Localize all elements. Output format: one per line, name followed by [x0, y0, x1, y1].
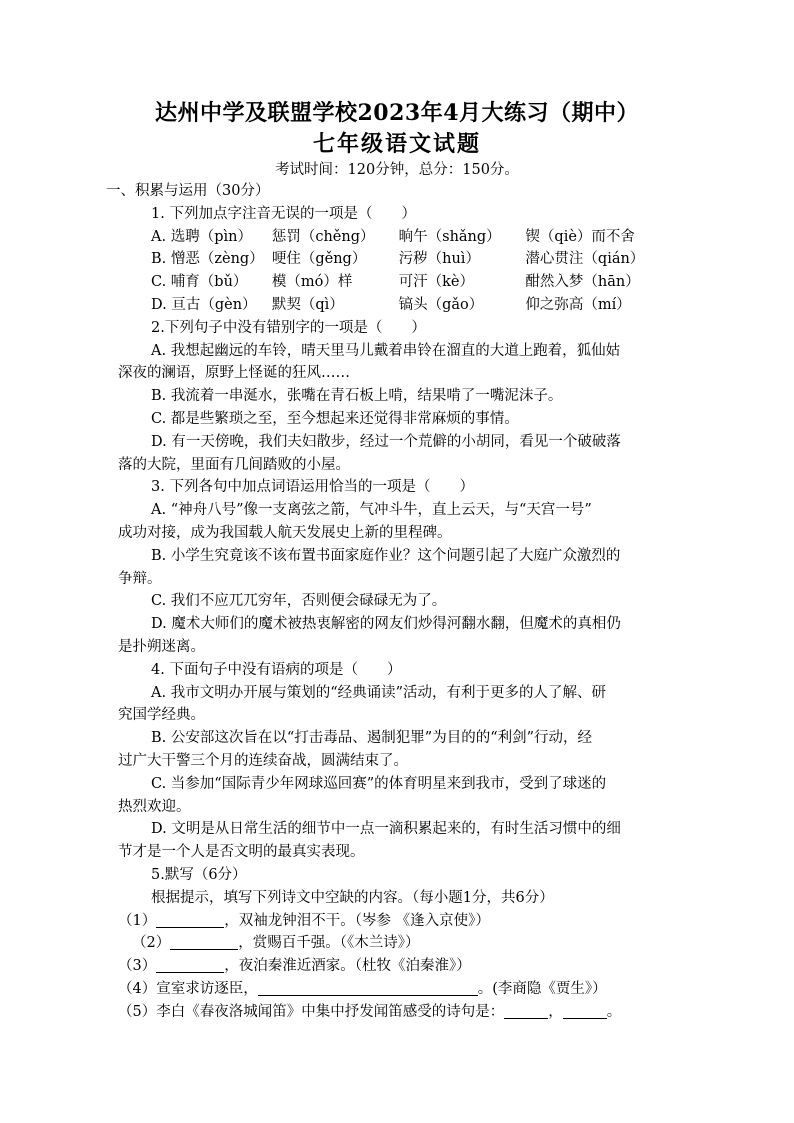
question-1-row-d	[118, 294, 674, 317]
question-2-option-c: C. 都是些繁琐之至，至今想起来还觉得非常麻烦的事情。	[151, 410, 519, 427]
option-cell: 哽住（gěng）	[271, 251, 367, 268]
fill-item-number: （2）	[132, 935, 171, 952]
question-1-row-b	[118, 248, 674, 271]
option-cell: 酣然入梦（hān）	[525, 274, 640, 291]
option-cell: A. 选聘（pìn）	[151, 228, 252, 245]
fill-item-3	[118, 955, 674, 978]
question-4-stem: 4. 下面句子中没有语病的项是（ ）	[151, 661, 402, 678]
question-3-option-c: C. 我们不应兀兀穷年，否则便会碌碌无为了。	[151, 593, 447, 610]
fill-item-text: 。(李商隐《贾生》）	[477, 980, 607, 997]
fill-item-number: （1）	[118, 912, 157, 929]
question-4-option-c-cont: 热烈欢迎。	[118, 798, 191, 815]
question-3-option-d: D. 魔术大师们的魔术被热衷解密的网友们炒得河翻水翻，但魔术的真相仍	[151, 616, 621, 633]
question-2-stem: 2.下列句子中没有错别字的一项是（ ）	[151, 319, 426, 336]
option-cell: 潜心贯注（qián）	[525, 251, 645, 268]
answer-blank[interactable]	[504, 1002, 548, 1019]
option-cell: D. 亘古（gèn）	[151, 296, 257, 313]
option-cell: 污秽（huì）	[398, 251, 480, 268]
option-cell: 锲（qiè）而不舍	[525, 228, 635, 245]
option-cell: B. 憎恶（zèng）	[151, 251, 264, 268]
fill-item-number: （4）	[118, 980, 157, 997]
option-cell: 可汗（kè）	[398, 274, 474, 291]
fill-item-prefix: 宣室求访逐臣，	[156, 980, 258, 997]
option-cell: 镐头（gǎo）	[398, 296, 484, 313]
fill-item-end: 。	[606, 1003, 622, 1020]
exam-info: 考试时间：120分钟，总分：150分。	[275, 162, 519, 178]
fill-item-prefix: 李白《春夜洛城闻笛》中集中抒发闻笛感受的诗句是：	[156, 1003, 505, 1020]
question-3-stem: 3. 下列各句中加点词语运用恰当的一项是（ ）	[151, 479, 474, 496]
fill-item-text: ，赏赐百千强。（《木兰诗》）	[238, 935, 420, 952]
question-4-option-a: A. 我市文明办开展与策划的“经典诵读”活动，有利于更多的人了解、研	[151, 684, 607, 701]
question-2-option-a: A. 我想起幽远的车铃，晴天里马儿戴着串铃在溜直的大道上跑着，狐仙姑	[151, 342, 621, 359]
question-5-stem: 5.默写（6分）	[151, 866, 247, 883]
question-2-option-d-cont: 落的大院，里面有几间踏败的小屋。	[118, 456, 350, 473]
question-4-option-b-cont: 过广大干警三个月的连续奋战，圆满结束了。	[118, 752, 408, 769]
option-cell: C. 哺育（bǔ）	[151, 274, 248, 291]
question-3-option-b: B. 小学生究竟该不该布置书面家庭作业？这个问题引起了大庭广众激烈的	[151, 547, 621, 564]
question-3-option-b-cont: 争辩。	[118, 570, 162, 587]
answer-blank[interactable]	[563, 1002, 607, 1019]
question-2-option-d: D. 有一天傍晚，我们夫妇散步，经过一个荒僻的小胡同，看见一个破破落	[151, 433, 621, 450]
fill-item-5	[118, 1001, 674, 1024]
exam-subtitle: 七年级语文试题	[312, 131, 481, 157]
answer-blank[interactable]	[156, 911, 224, 928]
question-2-option-b: B. 我流着一串涎水，张嘴在青石板上啃，结果啃了一嘴泥沫子。	[151, 388, 563, 405]
exam-body	[106, 180, 674, 1023]
fill-item-1	[118, 910, 674, 933]
question-3-option-a-cont: 成功对接，成为我国载人航天发展史上新的里程碑。	[118, 524, 452, 541]
question-2-option-a-cont: 深夜的澜语，原野上怪诞的狂风……	[118, 365, 350, 382]
option-cell: 仰之弥高（mí）	[525, 296, 631, 313]
option-cell: 惩罚（chěng）	[271, 228, 375, 245]
question-3-option-a: A. “神舟八号”像一支离弦之箭，气冲斗牛，直上云天，与“天宫一号”	[151, 502, 592, 519]
question-1-row-a	[118, 226, 674, 249]
question-4-option-d: D. 文明是从日常生活的细节中一点一滴积累起来的，有时生活习惯中的细	[151, 821, 621, 838]
fill-item-text: ，双袖龙钟泪不干。（岑参 《逢入京使》）	[224, 912, 490, 929]
question-1-row-c	[118, 271, 674, 294]
fill-item-number: （3）	[118, 958, 157, 975]
answer-blank[interactable]	[170, 933, 238, 950]
fill-item-2	[118, 932, 674, 955]
question-1-stem: 1. 下列加点字注音无误的一项是（ ）	[151, 205, 416, 222]
fill-item-number: （5）	[118, 1003, 157, 1020]
option-cell: 模（mó）样	[271, 274, 353, 291]
question-4-option-d-cont: 节才是一个人是否文明的最真实表现。	[118, 844, 365, 861]
answer-blank[interactable]	[156, 956, 224, 973]
fill-item-text: ，夜泊秦淮近酒家。（杜牧《泊秦淮》）	[224, 958, 471, 975]
section-heading: 一、积累与运用（30分）	[106, 183, 270, 199]
fill-item-sep: ，	[548, 1003, 563, 1020]
exam-title: 达州中学及联盟学校2023年4月大练习（期中）	[154, 100, 640, 126]
question-5-instruction: 根据提示，填写下列诗文中空缺的内容。（每小题1分，共6分）	[151, 889, 554, 906]
option-cell: 默契（qì）	[271, 296, 344, 313]
option-cell: 晌午（shǎng）	[398, 228, 501, 245]
question-3-option-d-cont: 是扑朔迷离。	[118, 638, 205, 655]
question-4-option-b: B. 公安部这次旨在以“打击毒品、遏制犯罪”为目的的“利剑”行动，经	[151, 730, 593, 747]
answer-blank[interactable]	[258, 979, 478, 996]
question-4-option-a-cont: 究国学经典。	[118, 707, 205, 724]
fill-item-4	[118, 978, 674, 1001]
question-4-option-c: C. 当参加“国际青少年网球巡回赛”的体育明星来到我市，受到了球迷的	[151, 775, 607, 792]
